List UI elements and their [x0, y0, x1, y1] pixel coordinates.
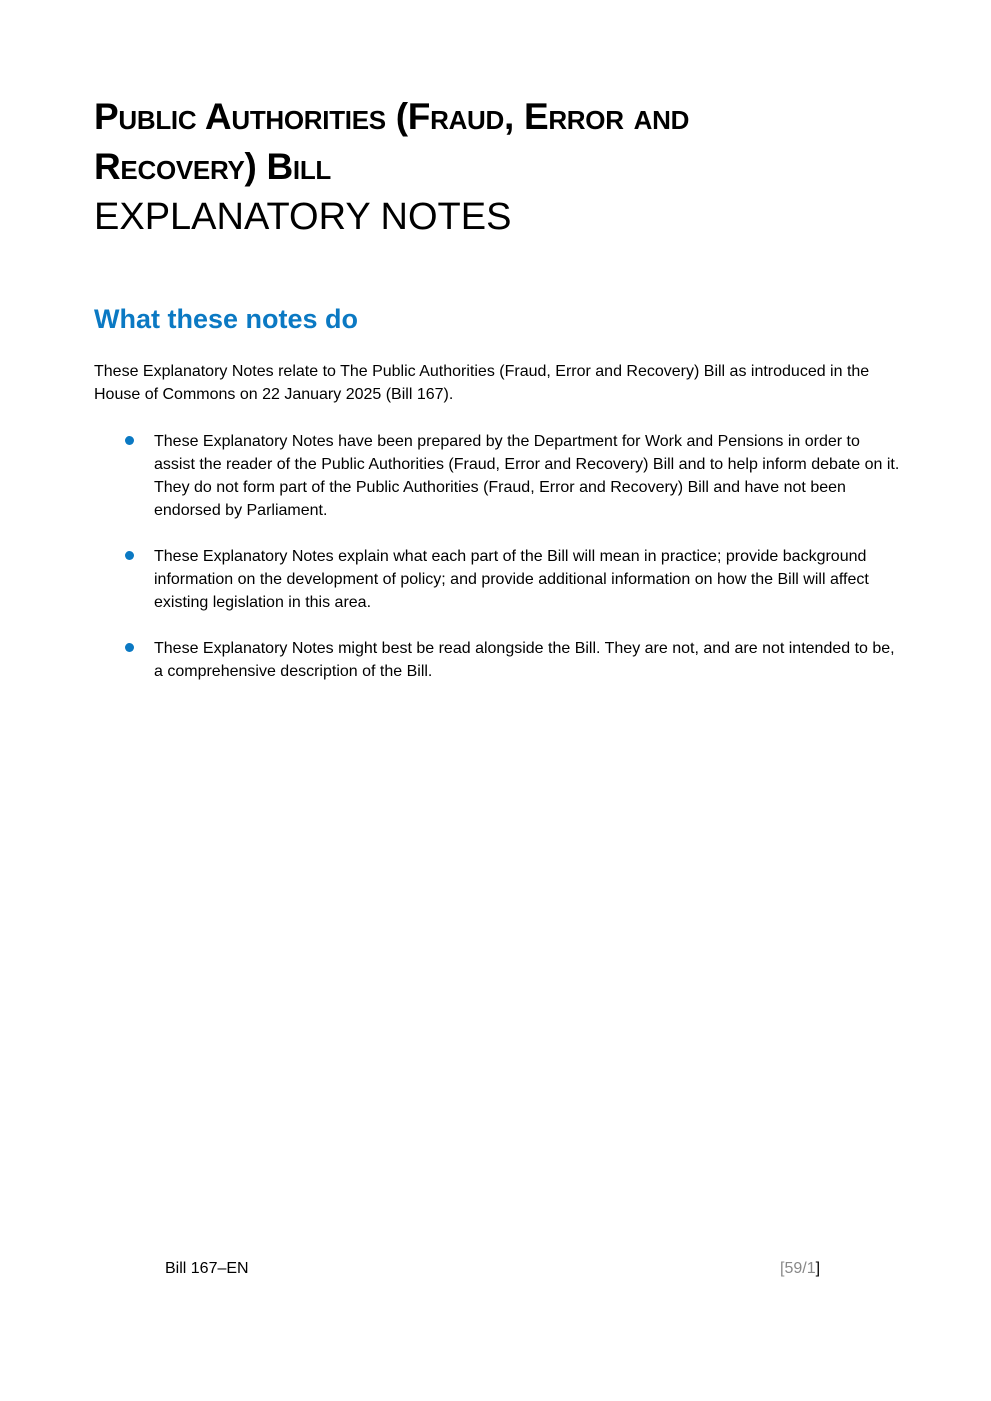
bullet-icon	[125, 551, 134, 560]
list-item	[94, 637, 904, 683]
footer-bill-reference: Bill 167–EN	[165, 1260, 249, 1277]
list-item-text: These Explanatory Notes might best be read alongside the Bill. They are not, and are not intended to be, a comprehensive description of the Bill.	[154, 640, 895, 680]
section-heading: What these notes do	[94, 304, 359, 334]
title-line-2: Recovery) Bill	[94, 146, 332, 187]
print-reference: [59/1	[780, 1260, 816, 1277]
list-item	[94, 545, 904, 614]
document-subtitle: EXPLANATORY NOTES	[94, 196, 512, 238]
bullet-icon	[125, 436, 134, 445]
list-item-text: These Explanatory Notes have been prepared by the Department for Work and Pensions in order to assist the reader of the Public Authorities (Fraud, Error and Recovery) Bill and to help inform debate on it. They do not form part of the Public Authorities (Fraud, Error and Recovery) Bill and have not been endorsed by Parliament.	[154, 433, 900, 519]
intro-paragraph: These Explanatory Notes relate to The Public Authorities (Fraud, Error and Recovery) Bill as introduced in the House of Commons on 22 January 2025 (Bill 167).	[94, 363, 870, 403]
list-item	[94, 430, 904, 522]
list-item-text: These Explanatory Notes explain what each part of the Bill will mean in practice; provide background information on the development of policy; and provide additional information on how the Bill will affect existing legislation in this area.	[154, 548, 869, 611]
footer-print-reference	[780, 1260, 820, 1278]
print-reference-close: ]	[815, 1260, 821, 1277]
document-title	[94, 92, 689, 192]
title-line-1: Public Authorities (Fraud, Error and	[94, 96, 690, 137]
bullet-list	[94, 430, 904, 706]
bullet-icon	[125, 643, 134, 652]
